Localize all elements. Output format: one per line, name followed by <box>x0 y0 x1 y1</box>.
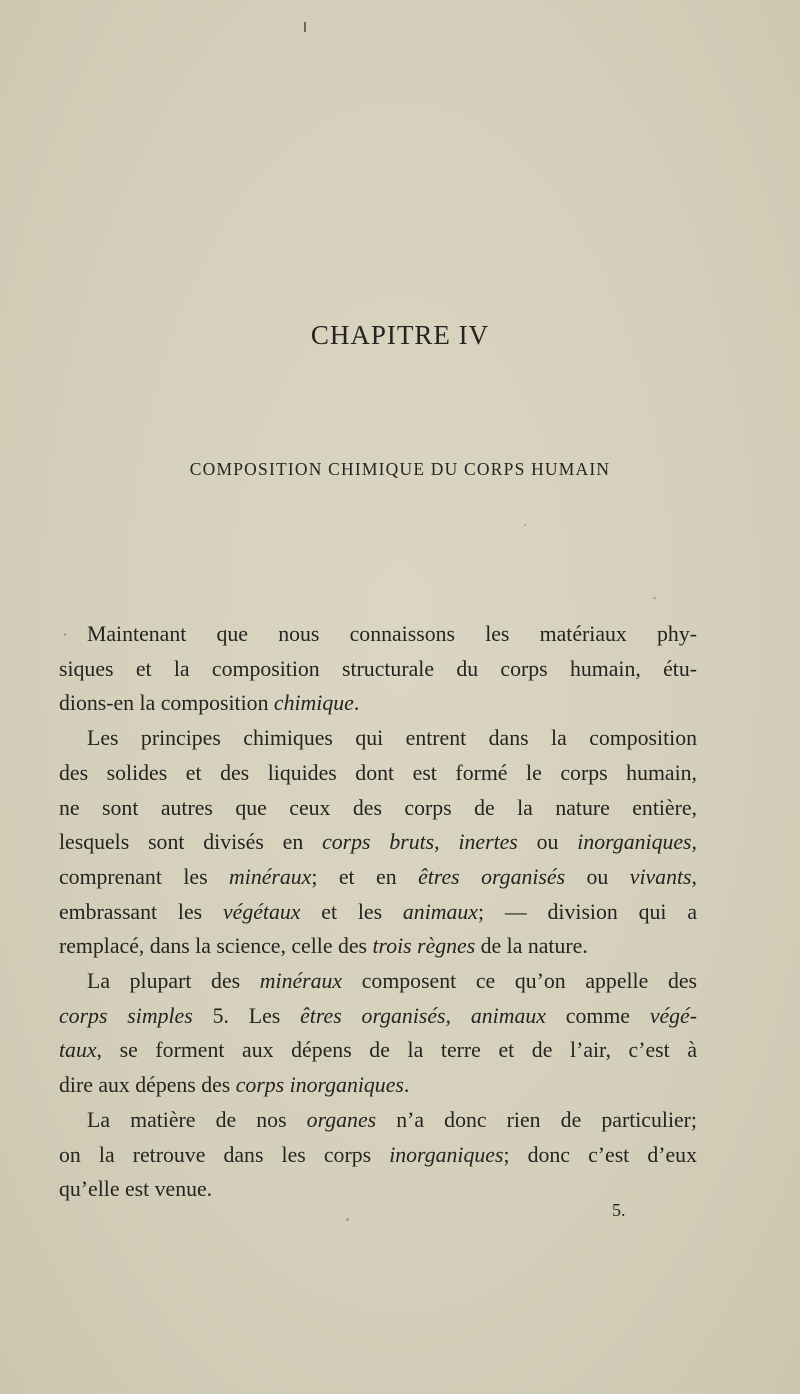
section-title: COMPOSITION CHIMIQUE DU CORPS HUMAIN <box>189 459 611 479</box>
print-mark <box>304 22 306 32</box>
text-line: comprenant les minéraux; et en êtres organisés ou vivants, <box>59 864 697 889</box>
text-line: dions-en la composition chimique. <box>59 691 360 716</box>
paper-speck <box>653 597 656 599</box>
text-line: corps simples 5. Les êtres organisés, animaux comme végé- <box>59 1003 697 1028</box>
text-line: on la retrouve dans les corps inorganiques; donc c’est d’eux <box>59 1142 697 1167</box>
paper-speck <box>64 633 66 636</box>
text-line: taux, se forment aux dépens de la terre et de l’air, c’est à <box>59 1038 697 1063</box>
chapter-title: CHAPITRE IV <box>310 320 490 350</box>
text-line: La plupart des minéraux composent ce qu’on appelle des <box>87 969 697 994</box>
text-line: lesquels sont divisés en corps bruts, inertes ou inorganiques, <box>59 830 697 855</box>
text-line: qu’elle est venue. <box>59 1177 213 1202</box>
text-line: siques et la composition structurale du corps humain, étu- <box>59 656 697 681</box>
text-line: Maintenant que nous connaissons les matériaux phy- <box>87 622 697 646</box>
text-line: embrassant les végétaux et les animaux; — division qui a <box>59 899 697 924</box>
text-line: Les principes chimiques qui entrent dans la composition <box>87 726 697 751</box>
page-number: 5. <box>612 1200 626 1220</box>
body-text <box>59 617 697 1207</box>
paper-speck <box>346 1218 349 1221</box>
text-line: des solides et des liquides dont est formé le corps humain, <box>59 760 697 785</box>
text-line: La matière de nos organes n’a donc rien de particulier; <box>87 1107 697 1132</box>
paper-speck <box>524 524 526 526</box>
text-line: remplacé, dans la science, celle des trois règnes de la nature. <box>59 934 588 959</box>
text-line: dire aux dépens des corps inorganiques. <box>59 1073 410 1098</box>
text-line: ne sont autres que ceux des corps de la nature entière, <box>59 795 697 820</box>
